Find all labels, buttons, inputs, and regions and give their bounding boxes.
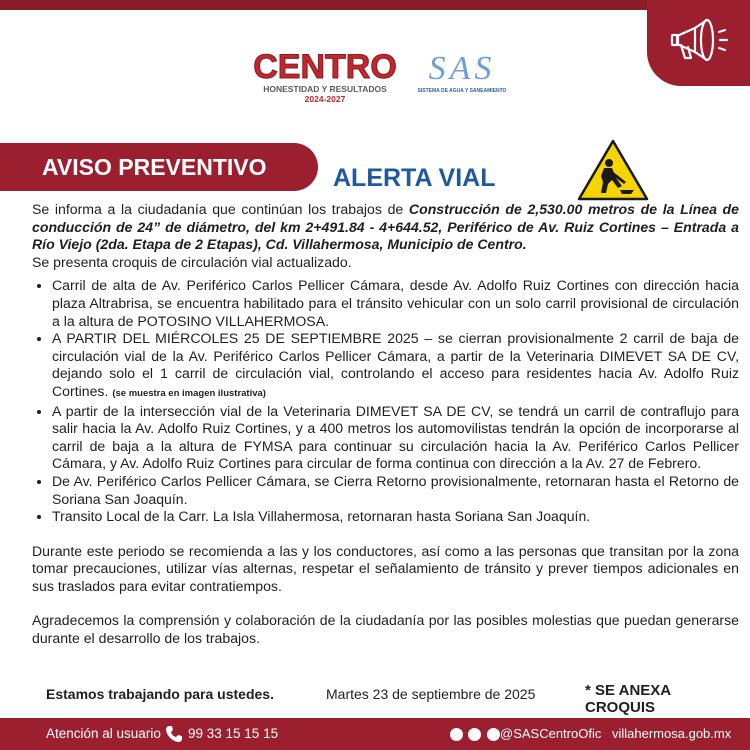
working-period: . <box>270 686 274 702</box>
social-icons <box>450 726 501 744</box>
attention-label: Atención al usuario <box>46 726 161 741</box>
notice-date: Martes 23 de septiembre de 2025 <box>326 686 536 702</box>
list-item: • Carril de alta de Av. Periférico Carlos Pellicer Cámara, desde Av. Adolfo Ruiz Cortines con dirección hacia plaza Altrabrisa, se encuentra habilitado para el tránsito vehicular con un solo carril provisional de circulación a la altura de POTOSINO VILLAHERMOSA. <box>52 277 739 330</box>
instagram-icon[interactable] <box>468 728 481 741</box>
facebook-icon[interactable] <box>450 728 463 741</box>
intro-text: Se informa a la ciudadanía que continúan los trabajos de <box>32 201 409 217</box>
intro-paragraph <box>32 201 739 271</box>
list-item: • A partir de la intersección vial de la Veterinaria DIMEVET SA DE CV, se tendrá un carril de contraflujo para salir hacia la Av. Adolfo Ruiz Cortines, y a 400 metros los automovilistas tendrán la opción de incorporarse al carril de baja a la altura de FYMSA para continuar su circulación hacia la Av. Periférico Carlos Pellicer Cámara, y Av. Adolfo Ruiz Cortines para circular de forma continua con dirección a la Av. 27 de Febrero. <box>52 403 739 473</box>
list-item: • Transito Local de la Carr. La Isla Villahermosa, retornaran hasta Soriana San Joaquín. <box>52 508 739 526</box>
list-item <box>52 330 739 402</box>
illustrative-note: (se muestra en imagen ilustrativa) <box>112 387 266 399</box>
centro-logo-years: 2024-2027 <box>304 94 346 104</box>
list-item: • De Av. Periférico Carlos Pellicer Cámara, se Cierra Retorno provisionalmente, retornaran hasta el Retorno de Soriana San Joaquín. <box>52 473 739 508</box>
website-link[interactable]: villahermosa.gob.mx <box>612 726 732 741</box>
sas-logo <box>412 50 512 100</box>
social-handle[interactable]: @SASCentroOfic <box>500 726 602 741</box>
annex-croquis-note: * SE ANEXA CROQUIS <box>585 682 671 716</box>
corner-badge <box>647 0 750 86</box>
aviso-title: AVISO PREVENTIVO <box>42 154 267 180</box>
notice-body <box>32 201 739 648</box>
aviso-preventivo-banner <box>0 143 318 191</box>
phone-number[interactable]: 99 33 15 15 15 <box>188 726 279 741</box>
sas-logo-tagline: SISTEMA DE AGUA Y SANEAMIENTO <box>417 88 507 94</box>
road-work-sign-icon <box>576 138 650 207</box>
working-statement <box>46 686 274 702</box>
centro-logo-tagline: HONESTIDAD Y RESULTADOS <box>263 84 387 94</box>
x-icon[interactable] <box>487 728 500 741</box>
sas-logo-name: SAS <box>428 50 496 87</box>
top-bar <box>0 0 750 10</box>
phone-icon <box>165 725 183 743</box>
footer-bar <box>0 718 750 750</box>
alerta-vial-title: ALERTA VIAL <box>333 164 496 192</box>
thanks-paragraph: Agradecemos la comprensión y colaboración de la ciudadanía por las posibles molestias que puedan generarse durante el desarrollo de los trabajos. <box>32 612 739 647</box>
list-item-text: A PARTIR DEL MIÉRCOLES 25 DE SEPTIEMBRE 2025 – se cierran provisionalmente 2 carril de baja de circulación vial de la Av. Periférico Carlos Pellicer Cámara, a partir de la Veterinaria DIMEVET SA DE CV, dejando solo el 1 carril de circulación vial, controlando el acceso para residentes hacia Av. Adolfo Ruiz Cortines. <box>52 330 739 399</box>
working-text: Estamos trabajando para ustedes <box>46 686 271 702</box>
megaphone-icon <box>667 10 731 72</box>
intro-project-name: Construcción de 2,530.00 metros de la Línea de conducción de 24” de diámetro, del km 2+491.84 - 4+644.52, Periférico de Av. Ruiz Cortines – Entrada a Río Viejo (2da. Etapa de 2 Etapas), Cd. Villahermosa, Municipio de Centro. <box>32 201 739 253</box>
centro-logo <box>250 50 400 110</box>
signoff-line <box>24 682 740 716</box>
intro-tail: Se presenta croquis de circulación vial actualizado. <box>32 253 352 270</box>
centro-logo-name: CENTRO <box>253 48 397 86</box>
circulation-list <box>32 277 739 525</box>
precautions-paragraph: Durante este periodo se recomienda a las y los conductores, así como a las personas que transitan por la zona tomar precauciones, utilizar vías alternas, respetar el señalamiento de tránsito y prever tiempos adicionales en sus traslados para evitar contratiempos. <box>32 542 739 594</box>
